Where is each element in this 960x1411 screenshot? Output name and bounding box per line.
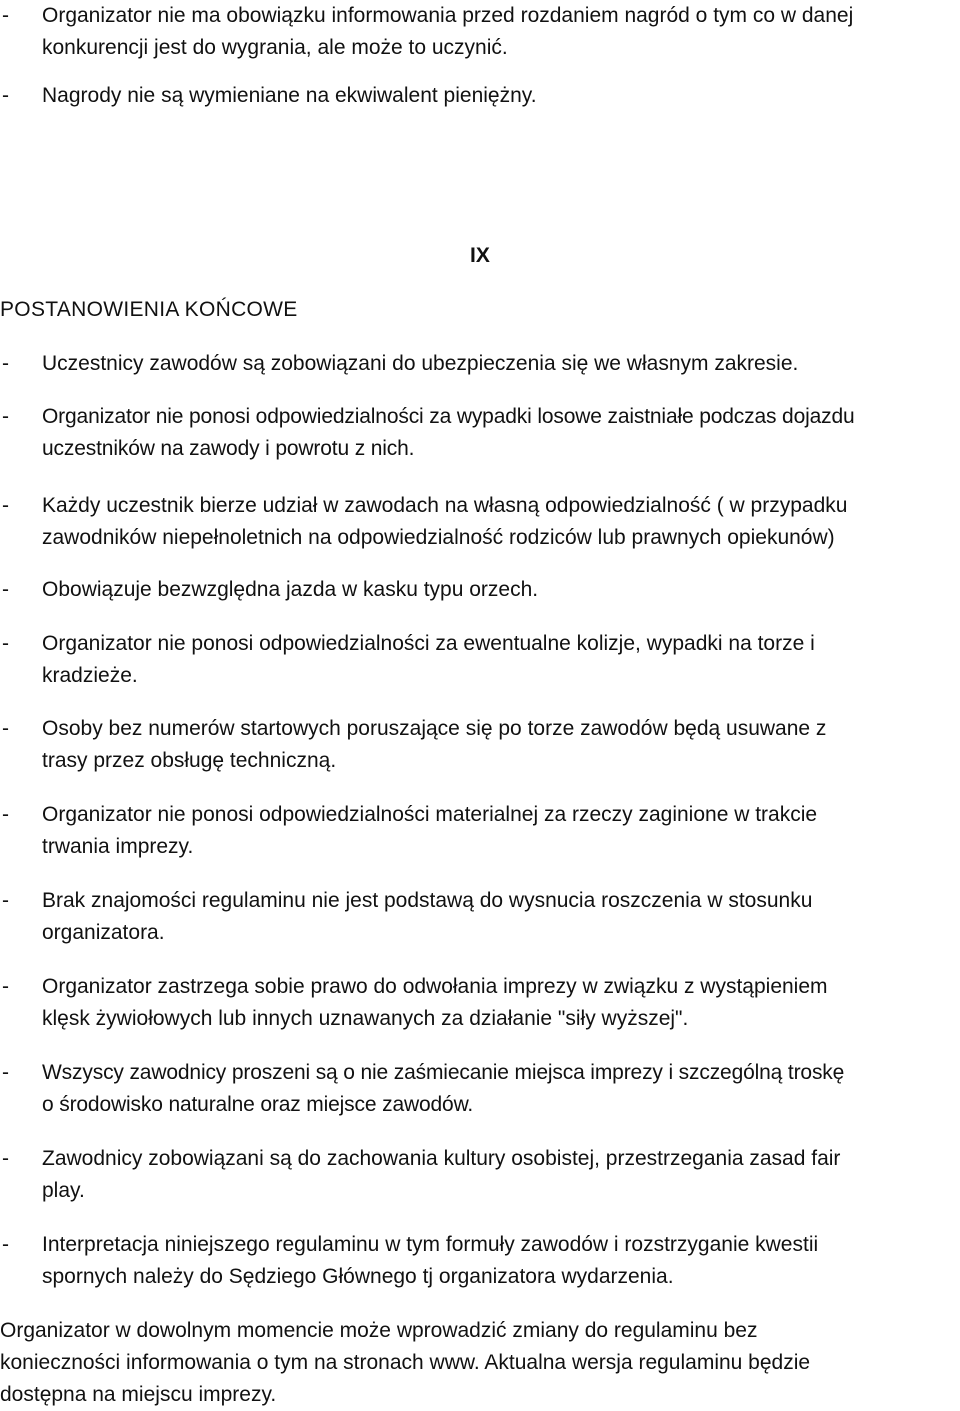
list-item-line: Osoby bez numerów startowych poruszające się po torze zawodów będą usuwane z [42,717,827,740]
section-number: IX [470,244,490,267]
list-item-line: Organizator nie ponosi odpowiedzialności za ewentualne kolizje, wypadki na torze i [42,632,815,655]
list-dash: - [2,803,9,826]
list-item-text [42,1229,818,1293]
list-item-line: Organizator nie ponosi odpowiedzialności materialnej za rzeczy zaginione w trakcie [42,803,818,826]
closing-line: Organizator w dowolnym momencie może wprowadzić zmiany do regulaminu bez [0,1319,758,1342]
list-item-line: Zawodnicy zobowiązani są do zachowania kultury osobistej, przestrzegania zasad fair [42,1147,841,1170]
list-item-line: kradzieże. [42,664,138,687]
list-dash: - [2,717,9,740]
list-item-line: play. [42,1179,85,1202]
list-dash: - [2,975,9,998]
list-dash: - [2,632,9,655]
list-item-text [42,628,815,692]
list-item-line: Organizator zastrzega sobie prawo do odwołania imprezy w związku z wystąpieniem [42,975,828,998]
list-item-text [42,348,798,380]
list-dash: - [2,1061,9,1084]
list-item-line: klęsk żywiołowych lub innych uznawanych za działanie "siły wyższej". [42,1007,689,1030]
list-item-line: uczestników na zawody i powrotu z nich. [42,437,415,460]
closing-line: dostępna na miejscu imprezy. [0,1383,277,1406]
list-item-line: Każdy uczestnik bierze udział w zawodach na własną odpowiedzialność ( w przypadku [42,494,848,517]
list-item-text [42,490,847,554]
list-dash: - [2,4,9,27]
list-item-line: Nagrody nie są wymieniane na ekwiwalent pieniężny. [42,84,537,107]
list-item-line: spornych należy do Sędziego Głównego tj organizatora wydarzenia. [42,1265,674,1288]
list-item-line: trwania imprezy. [42,835,194,858]
list-item-line: o środowisko naturalne oraz miejsce zawodów. [42,1093,474,1116]
list-item-text [42,574,538,606]
list-item-text [42,799,817,863]
list-dash: - [2,1233,9,1256]
list-item-line: organizatora. [42,921,165,944]
list-item-line: Organizator nie ponosi odpowiedzialności za wypadki losowe zaistniałe podczas dojazdu [42,405,855,428]
list-item-line: Uczestnicy zawodów są zobowiązani do ubezpieczenia się we własnym zakresie. [42,352,799,375]
list-dash: - [2,1147,9,1170]
list-item-line: Obowiązuje bezwzględna jazda w kasku typu orzech. [42,578,539,601]
list-item-line: trasy przez obsługę techniczną. [42,749,337,772]
list-dash: - [2,578,9,601]
list-dash: - [2,494,9,517]
list-item-line: konkurencji jest do wygrania, ale może to uczynić. [42,36,508,59]
list-item-line: Organizator nie ma obowiązku informowania przed rozdaniem nagród o tym co w danej [42,4,854,27]
closing-line: konieczności informowania o tym na stronach www. Aktualna wersja regulaminu będzie [0,1351,811,1374]
list-dash: - [2,405,9,428]
closing-paragraph [0,1315,810,1411]
list-item-line: zawodników niepełnoletnich na odpowiedzialność rodziców lub prawnych opiekunów) [42,526,835,549]
list-item-line: Wszyscy zawodnicy proszeni są o nie zaśmiecanie miejsca imprezy i szczególną troskę [42,1061,845,1084]
list-item-text [42,971,828,1035]
list-item-text [42,713,826,777]
list-item-line: Brak znajomości regulaminu nie jest podstawą do wysnucia roszczenia w stosunku [42,889,813,912]
list-dash: - [2,889,9,912]
list-dash: - [2,352,9,375]
list-item-text [42,1057,844,1121]
list-dash: - [2,84,9,107]
list-item-text [42,80,537,112]
list-item-text [42,1143,840,1207]
list-item-line: Interpretacja niniejszego regulaminu w tym formuły zawodów i rozstrzyganie kwestii [42,1233,819,1256]
list-item-text [42,0,853,64]
section-title: POSTANOWIENIA KOŃCOWE [0,298,298,321]
list-item-text [42,885,812,949]
list-item-text [42,401,855,465]
